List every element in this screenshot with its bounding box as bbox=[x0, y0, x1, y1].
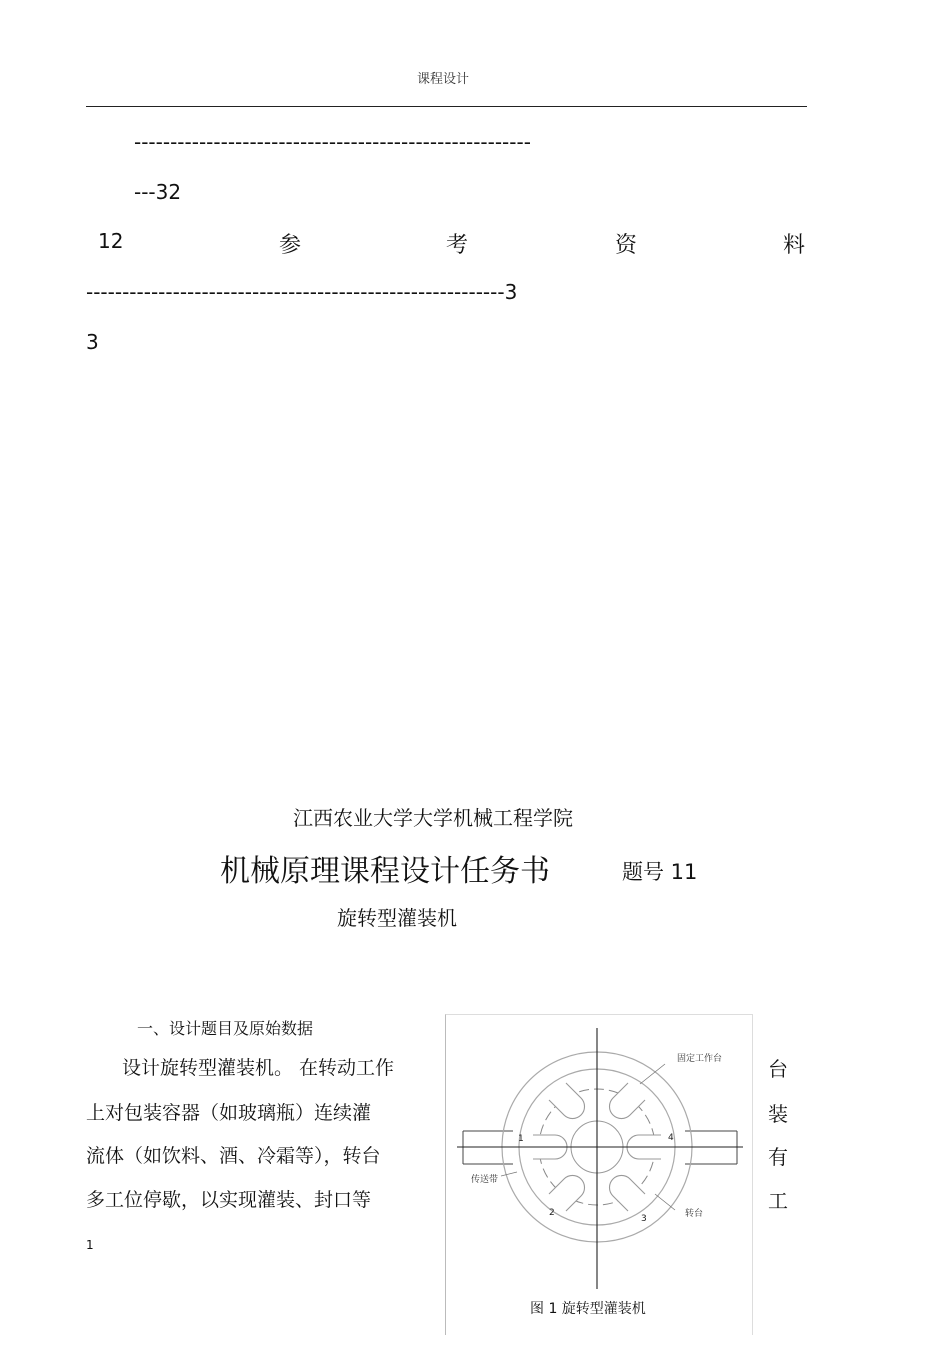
page-title: 机械原理课程设计任务书 bbox=[220, 854, 550, 889]
label-fixed-table: 固定工作台 bbox=[677, 1054, 723, 1064]
body-line-end-char: 工 bbox=[768, 1189, 788, 1213]
toc-entry-char: 资 bbox=[615, 233, 638, 258]
toc-entry-number: 12 bbox=[98, 229, 124, 253]
label-turntable: 转台 bbox=[685, 1209, 704, 1219]
station-label: 4 bbox=[668, 1133, 674, 1143]
station-label: 3 bbox=[641, 1214, 647, 1224]
figure-caption: 图 1 旋转型灌装机 bbox=[530, 1301, 646, 1317]
toc-dash-line: ----------------------------------------------------------3 bbox=[86, 280, 518, 304]
toc-entry-char: 考 bbox=[446, 233, 469, 258]
toc-dash-line: ------------------------------------------------------- bbox=[134, 130, 531, 154]
station-label: 2 bbox=[549, 1208, 555, 1218]
body-line: 上对包装容器（如玻璃瓶）连续灌 bbox=[86, 1102, 372, 1124]
toc-page-ref: ---32 bbox=[134, 180, 182, 204]
topic-number: 题号 11 bbox=[622, 860, 698, 884]
body-line-end-char: 有 bbox=[768, 1145, 788, 1169]
label-conveyor: 传送带 bbox=[471, 1175, 499, 1185]
page-number: 1 bbox=[86, 1238, 94, 1252]
body-line-end-char: 台 bbox=[768, 1057, 788, 1081]
toc-page-ref: 3 bbox=[86, 330, 99, 354]
toc-entry-char: 料 bbox=[783, 233, 806, 258]
axis-lines bbox=[457, 1028, 743, 1289]
body-line: 设计旋转型灌装机。 在转动工作 bbox=[122, 1057, 395, 1079]
station-label: 1 bbox=[518, 1134, 524, 1144]
school-name: 江西农业大学大学机械工程学院 bbox=[293, 806, 573, 830]
running-header: 课程设计 bbox=[416, 72, 469, 87]
subtitle: 旋转型灌装机 bbox=[337, 906, 457, 930]
turntable-diagram bbox=[445, 1014, 751, 1294]
body-line: 流体（如饮料、酒、冷霜等），转台 bbox=[86, 1145, 381, 1167]
section-heading: 一、设计题目及原始数据 bbox=[137, 1019, 314, 1038]
header-rule bbox=[86, 106, 807, 107]
toc-entry-char: 参 bbox=[279, 233, 302, 258]
body-line-end-char: 装 bbox=[768, 1102, 788, 1126]
body-line: 多工位停歇，以实现灌装、封口等 bbox=[86, 1189, 372, 1211]
